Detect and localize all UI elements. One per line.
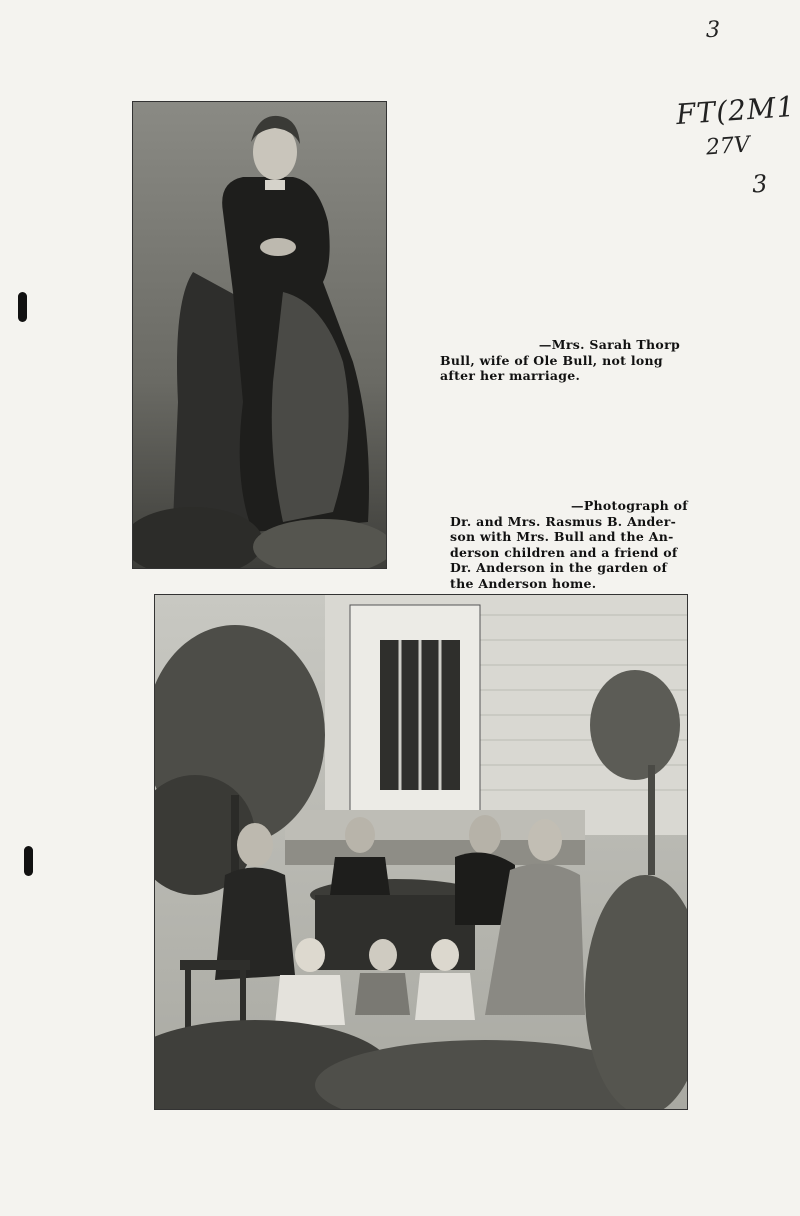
caption-line: Dr. and Mrs. Rasmus B. Ander-	[450, 513, 677, 529]
caption-line: —Photograph of	[571, 498, 688, 513]
caption-line: the Anderson home.	[450, 575, 597, 591]
caption-line: son with Mrs. Bull and the An-	[450, 529, 674, 544]
portrait-photo	[132, 101, 387, 569]
margin-note-code: 27V	[705, 132, 751, 161]
punch-hole-upper	[18, 292, 27, 322]
caption-line: Dr. Anderson in the garden of	[450, 560, 668, 575]
caption-line: Bull, wife of Ole Bull, not long	[440, 352, 663, 368]
punch-hole-lower	[24, 846, 33, 876]
margin-note-catalog: FT(2M1	[674, 89, 797, 132]
garden-caption	[450, 498, 688, 591]
caption-line: derson children and a friend of	[450, 544, 678, 560]
garden-group-photo	[154, 594, 688, 1110]
margin-note-number: 3	[751, 169, 769, 199]
page-number: 3	[706, 18, 720, 43]
caption-line: —Mrs. Sarah Thorp	[538, 337, 680, 352]
caption-line: after her marriage.	[440, 368, 581, 383]
portrait-caption	[440, 337, 680, 384]
